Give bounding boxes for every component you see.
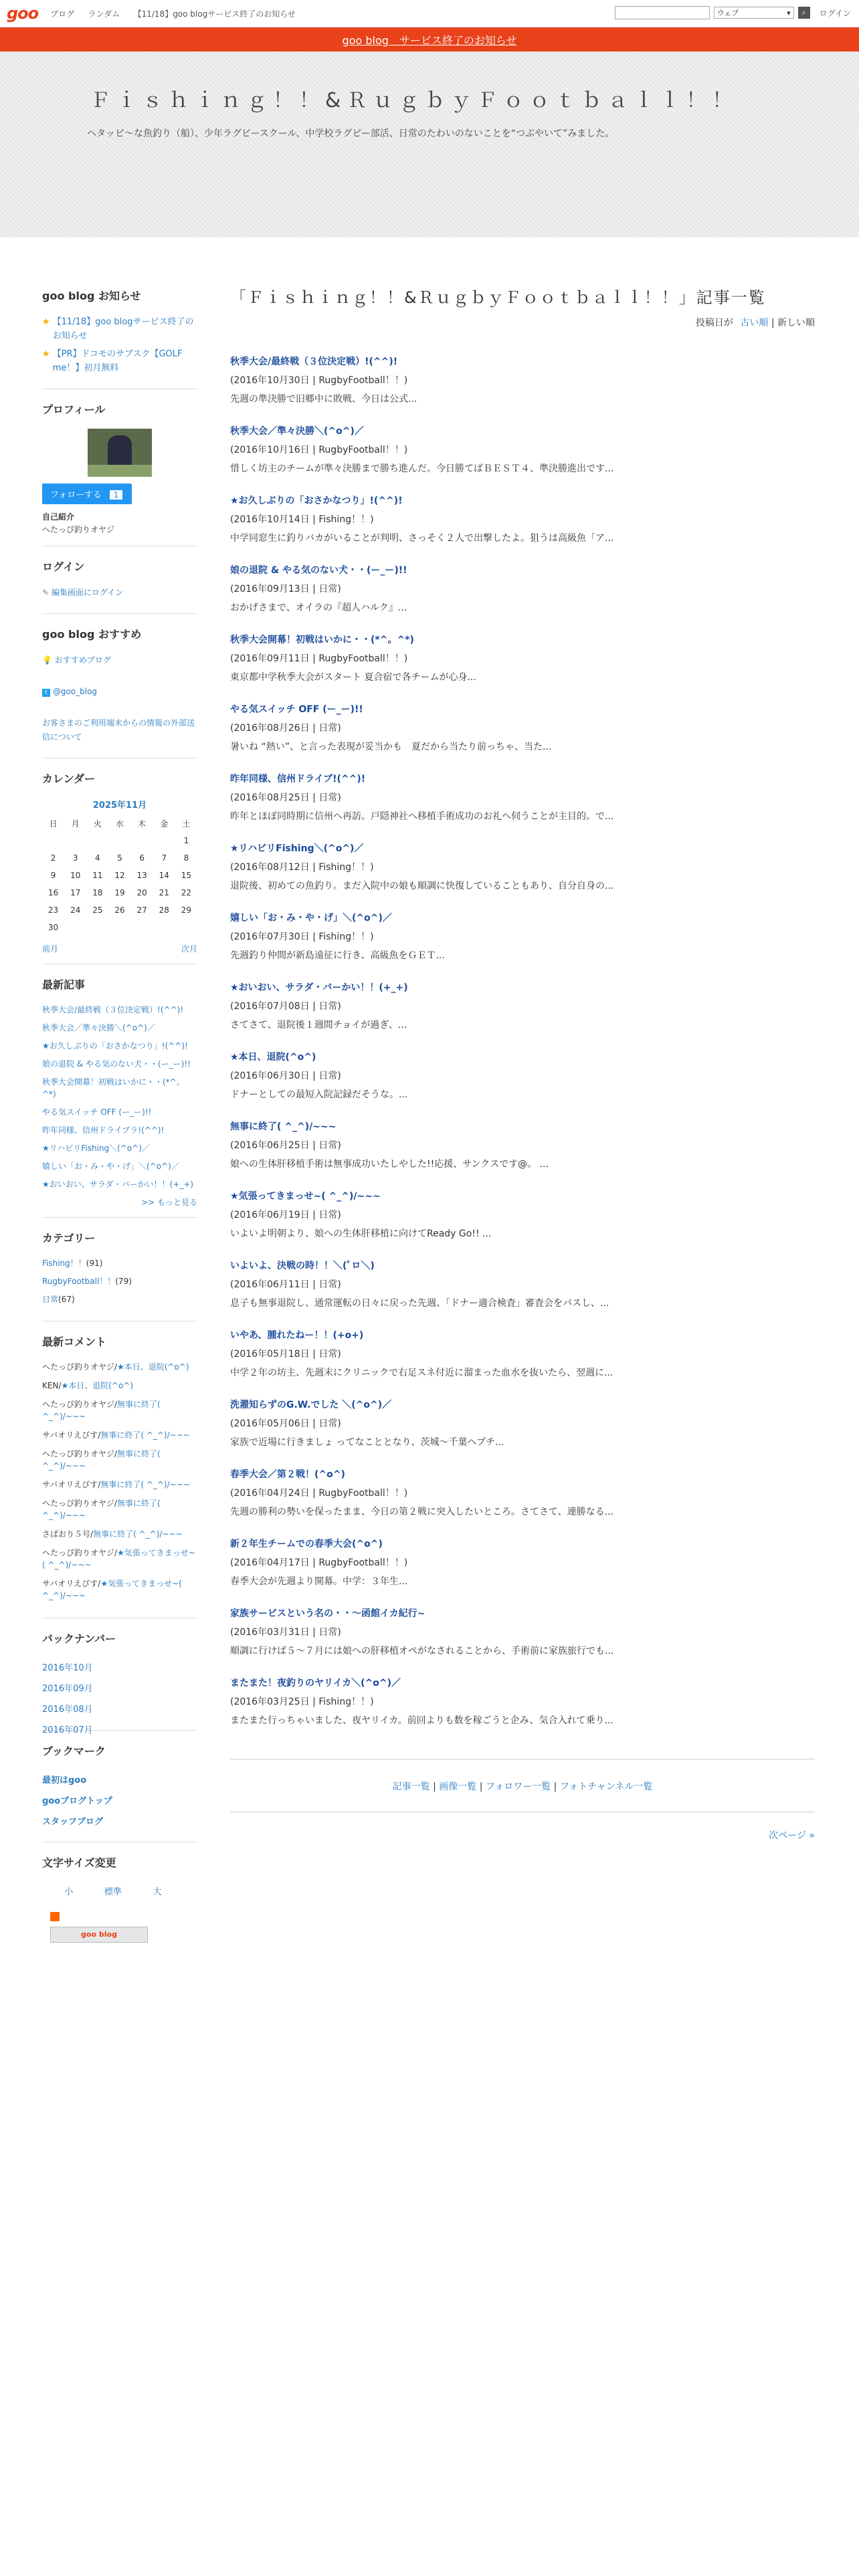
calendar-day: 19: [114, 888, 125, 897]
sidebar: [42, 288, 197, 1943]
twitter-link[interactable]: [42, 685, 197, 699]
global-nav: [50, 8, 306, 19]
page-title: 「Ｆｉｓｈｉｎｇ！！&ＲｕｇｂｙＦｏｏｔｂａｌｌ！！」記事一覧: [230, 288, 766, 307]
login-heading: ログイン: [42, 560, 85, 573]
entry-title-link[interactable]: ★リハビリFishing＼(^o^)／: [230, 843, 364, 854]
category-name[interactable]: Fishing！！: [42, 1259, 86, 1268]
list-footer-nav: [230, 1759, 815, 1812]
weekday: 水: [115, 819, 124, 829]
login-section: [42, 558, 197, 614]
calendar-week: [42, 832, 197, 849]
entry-item: [230, 1328, 815, 1379]
recent-entry-link[interactable]: 嬉しい「お・み・や・げ」＼(^o^)／: [42, 1162, 179, 1171]
weekday: 金: [160, 819, 169, 829]
comment-separator: /: [114, 1449, 117, 1459]
comment-entry-link[interactable]: 無事に終了( ^_^)/~~~: [93, 1529, 183, 1539]
pencil-icon: ✎: [42, 588, 52, 597]
entry-item: [230, 424, 815, 475]
rss-icon[interactable]: [50, 1912, 60, 1921]
comment-item: [42, 1479, 197, 1491]
calendar-day: 30: [47, 923, 59, 932]
entry-meta: (2016年10月14日 | Fishing！！): [230, 514, 374, 525]
backnumber-item[interactable]: 2016年08月: [42, 1705, 93, 1715]
news-item-label[interactable]: 【11/18】goo blogサービス終了のお知らせ: [52, 317, 194, 341]
calendar-day: [175, 919, 197, 936]
calendar-day: 22: [181, 888, 192, 897]
goo-badge-label: goo blog: [81, 1930, 117, 1939]
comment-entry-link[interactable]: 無事に終了( ^_^)/~~~: [100, 1430, 190, 1440]
intro-text: へたっぴ釣りオヤジ: [42, 525, 114, 534]
comment-item: [42, 1528, 197, 1540]
entry-title-link[interactable]: 無事に終了( ^_^)/~~~: [230, 1121, 337, 1132]
comment-entry-link[interactable]: 無事に終了( ^_^)/~~~: [42, 1400, 161, 1421]
calendar-day: 20: [136, 888, 147, 897]
recommend-blog-link[interactable]: [42, 653, 197, 667]
entry-title-link[interactable]: 娘の退院 & やる気のない犬・・(ー_ー)!!: [230, 565, 407, 576]
news-item[interactable]: [42, 347, 197, 375]
comment-separator: /: [114, 1499, 117, 1508]
follow-button[interactable]: [42, 484, 132, 504]
comment-separator: /: [98, 1579, 101, 1588]
fontsize-large-link[interactable]: 大: [153, 1887, 162, 1897]
bookmark-section: [42, 1743, 197, 1842]
calendar-section: [42, 770, 197, 964]
edit-login-label[interactable]: 編集画面にログイン: [51, 588, 124, 597]
blog-header: [0, 51, 859, 237]
recent-list: [42, 1004, 197, 1190]
star-icon: ★: [42, 317, 50, 327]
comment-item: [42, 1398, 197, 1422]
comment-entry-link[interactable]: 無事に終了( ^_^)/~~~: [100, 1480, 190, 1489]
weekday: 土: [182, 819, 191, 829]
calendar-day: [108, 919, 130, 936]
comment-author: KEN: [42, 1381, 59, 1390]
comment-entry-link[interactable]: 無事に終了( ^_^)/~~~: [42, 1449, 161, 1471]
entry-excerpt: 先週釣り仲間が新島遠征に行き、高級魚をＧＥＴ...: [230, 950, 445, 961]
footer-separator: |: [430, 1782, 440, 1792]
calendar-day: 2: [50, 853, 56, 863]
recent-entry-link[interactable]: 昨年同様、信州ドライブラ!(^^)!: [42, 1125, 165, 1135]
calendar-week: [42, 919, 197, 936]
comment-item: [42, 1578, 197, 1602]
calendar-day: 17: [70, 888, 81, 897]
entry-excerpt: さてさて、退院後１週間チョイが過ぎ、...: [230, 1020, 407, 1031]
calendar-day: [86, 832, 108, 849]
comment-author: へたっぴ釣りオヤジ: [42, 1400, 114, 1409]
entry-meta: (2016年08月12日 | Fishing！！): [230, 862, 374, 873]
recent-entry-link[interactable]: 秋季大会開幕！初戦はいかに・・(*^。^*): [42, 1077, 185, 1099]
calendar-week: [42, 901, 197, 919]
recent-entries-section: [42, 976, 197, 1218]
entry-excerpt: 家族で近場に行きましょ ってなこととなり、茨城～千葉ヘプチ...: [230, 1437, 504, 1448]
calendar-day: 24: [70, 905, 81, 915]
entry-item: [230, 1676, 815, 1727]
comment-item: [42, 1547, 197, 1571]
news-item-label[interactable]: 【PR】ドコモのサブスク【GOLF me！】初月無料: [52, 349, 183, 373]
comment-entry-link[interactable]: ★本日、退院(^o^): [116, 1362, 189, 1372]
profile-section: [42, 401, 197, 546]
comment-author: サバオリえびす: [42, 1430, 98, 1440]
news-section: [42, 288, 197, 389]
calendar-day: [131, 832, 153, 849]
calendar-day: [153, 919, 175, 936]
entry-item: [230, 354, 815, 405]
comment-entry-link[interactable]: ★気張ってきまっせ~( ^_^)/~~~: [42, 1548, 195, 1570]
entry-excerpt: 中学２年の坊主、先週末にクリニックで右足スネ付近に溜まった血水を抜いたら、翌週に...: [230, 1368, 613, 1378]
calendar-day: 26: [114, 905, 125, 915]
recent-entry-link[interactable]: ★お久しぶりの「おさかなつり」!(^^)!: [42, 1041, 188, 1051]
entry-excerpt: 娘への生体肝移植手術は無事成功いたしやした!!応援、サンクスです@。 ...: [230, 1159, 549, 1170]
calendar-day: 18: [92, 888, 103, 897]
calendar-day: 25: [92, 905, 103, 915]
calendar-day: 14: [159, 871, 169, 880]
footer-link-photochannels[interactable]: フォトチャンネル一覧: [559, 1782, 653, 1792]
calendar-day: 15: [181, 871, 192, 880]
entry-excerpt: またまた行っちゃいました、夜ヤリイカ。前回よりも数を稼ごうと企み、気合入れて乗り...: [230, 1715, 613, 1726]
calendar-day: 29: [181, 905, 192, 915]
service-end-link[interactable]: goo blog サービス終了のお知らせ: [342, 33, 517, 47]
comment-entry-link[interactable]: ★気張ってきまっせ~( ^_^)/~~~: [42, 1579, 182, 1600]
entry-title-link[interactable]: ★本日、退院(^o^): [230, 1052, 316, 1063]
entry-item: [230, 494, 815, 544]
comment-author: サバオリえびす: [42, 1480, 98, 1489]
bookmark-item[interactable]: 最初はgoo: [42, 1776, 87, 1786]
recent-entry-link[interactable]: ★リハビリFishing＼(^o^)／: [42, 1144, 150, 1153]
entry-meta: (2016年05月06日 | 日常): [230, 1418, 341, 1429]
entry-title-link[interactable]: やる気スイッチ OFF (ー_ー)!!: [230, 704, 363, 715]
weekday: 月: [71, 819, 80, 829]
fontsize-section: [42, 1854, 197, 1943]
calendar-day: 1: [183, 836, 189, 845]
calendar-day: [42, 832, 64, 849]
entry-excerpt: いよいよ明朝より、娘への生体肝移植に向けてReady Go!! ...: [230, 1228, 492, 1239]
fontsize-normal-link[interactable]: 標準: [104, 1887, 122, 1897]
intro-label: 自己紹介: [42, 512, 75, 522]
category-count: (79): [115, 1277, 132, 1286]
comment-item: [42, 1497, 197, 1521]
comment-separator: /: [98, 1480, 101, 1489]
entry-meta: (2016年07月08日 | 日常): [230, 1001, 341, 1012]
weekday: 木: [138, 819, 147, 829]
entry-excerpt: 先週の準決勝で旧郷中に敗戦、今日は公式...: [230, 394, 417, 405]
calendar-day: [131, 919, 153, 936]
category-item[interactable]: [42, 1293, 197, 1305]
entry-title-link[interactable]: いよいよ、決戦の時！！＼(ﾟロ＼): [230, 1261, 375, 1271]
sort-bar: [230, 316, 815, 329]
entry-meta: (2016年06月19日 | 日常): [230, 1210, 341, 1220]
edit-login-link[interactable]: [42, 586, 197, 600]
calendar-week: [42, 884, 197, 901]
calendar-day: 16: [47, 888, 59, 897]
comment-author: へたっぴ釣りオヤジ: [42, 1548, 114, 1558]
entry-meta: (2016年03月25日 | Fishing！！): [230, 1697, 374, 1707]
recommend-heading: goo blog おすすめ: [42, 628, 142, 641]
entry-excerpt: 惜しく坊主のチームが準々決勝まで勝ち進んだ。今日勝てばＢＥＳＴ４、準決勝進出です...: [230, 463, 614, 474]
twitter-label[interactable]: @goo_blog: [52, 687, 98, 696]
bookmark-item[interactable]: gooブログトップ: [42, 1796, 112, 1806]
entry-title-link[interactable]: 家族サービスという名の・・～函館イカ紀行~: [230, 1608, 425, 1619]
entry-item: [230, 633, 815, 683]
calendar-week: [42, 849, 197, 867]
entry-meta: (2016年10月30日 | RugbyFootball！！): [230, 375, 408, 386]
calendar-month: 2025年11月: [92, 800, 147, 811]
calendar-day: 7: [161, 853, 167, 863]
entry-item: [230, 1537, 815, 1588]
recent-entry-link[interactable]: 娘の退院 & やる気のない犬・・(ー_ー)!!: [42, 1059, 191, 1069]
entry-meta: (2016年07月30日 | Fishing！！): [230, 932, 374, 942]
goo-logo[interactable]: goo: [7, 4, 39, 23]
search-input[interactable]: [615, 6, 710, 19]
entry-item: [230, 1398, 815, 1448]
follow-label: フォローする: [50, 490, 102, 500]
star-icon: ★: [42, 349, 50, 359]
calendar-heading: カレンダー: [42, 772, 95, 785]
comment-entry-link[interactable]: 無事に終了( ^_^)/~~~: [42, 1499, 161, 1520]
recent-heading: 最新記事: [42, 978, 86, 991]
comment-separator: /: [114, 1548, 117, 1558]
category-heading: カテゴリー: [42, 1232, 96, 1245]
calendar-day: 28: [159, 905, 169, 915]
calendar-day: [86, 919, 108, 936]
comment-list: [42, 1361, 197, 1602]
entry-item: [230, 911, 815, 962]
bookmark-heading: ブックマーク: [42, 1745, 106, 1757]
calendar-day: 8: [183, 853, 189, 863]
twitter-icon: t: [42, 689, 50, 697]
entry-excerpt: ドナーとしての最短入院記録だそうな。...: [230, 1089, 408, 1100]
entry-excerpt: 暑いね “熱い”、と言った表現が妥当かも 夏だから当たり前っちゃ、当た...: [230, 742, 552, 752]
nav-notice-link[interactable]: 【11/18】goo blogサービス終了のお知らせ: [133, 9, 296, 19]
entry-item: [230, 841, 815, 892]
goo-blog-badge[interactable]: [50, 1927, 148, 1943]
comments-heading: 最新コメント: [42, 1335, 107, 1348]
calendar-day: [153, 832, 175, 849]
recent-more-link[interactable]: >> もっと見る: [141, 1198, 197, 1207]
calendar-weekdays: [42, 815, 197, 832]
comment-item: [42, 1380, 197, 1392]
global-header: [0, 0, 859, 27]
next-page-link[interactable]: 次ページ »: [769, 1830, 815, 1841]
calendar-day: [108, 832, 130, 849]
login-link[interactable]: ログイン: [819, 8, 851, 18]
fontsize-small-link[interactable]: 小: [64, 1887, 74, 1897]
comment-separator: /: [98, 1430, 101, 1440]
lightbulb-icon: 💡: [42, 655, 55, 665]
external-transmission-link[interactable]: お客さまのご利用端末からの情報の外部送信について: [42, 718, 195, 742]
entry-title-link[interactable]: ★お久しぶりの「おさかなつり」!(^^)!: [230, 496, 403, 506]
profile-avatar[interactable]: [88, 429, 152, 477]
entry-meta: (2016年05月18日 | 日常): [230, 1349, 341, 1360]
calendar-day: 13: [136, 871, 147, 880]
category-count: (67): [58, 1295, 75, 1304]
weekday: 日: [49, 819, 58, 829]
entry-title-link[interactable]: 昨年同様、信州ドライブ!(^^)!: [230, 774, 366, 784]
blog-title[interactable]: Ｆｉｓｈｉｎｇ！！&ＲｕｇｂｙＦｏｏｔｂａｌｌ！！: [90, 89, 739, 112]
comment-entry-link[interactable]: ★本日、退院(^o^): [61, 1381, 134, 1390]
calendar-day: 21: [159, 888, 169, 897]
entry-meta: (2016年04月17日 | RugbyFootball！！): [230, 1558, 408, 1568]
entry-meta: (2016年06月11日 | 日常): [230, 1279, 341, 1290]
calendar-day: 3: [72, 853, 78, 863]
nav-blog-link[interactable]: ブログ: [50, 9, 75, 19]
calendar-day: 6: [139, 853, 145, 863]
entry-title-link[interactable]: 秋季大会/最終戦（３位決定戦）!(^^)!: [230, 356, 398, 367]
recent-entry-link[interactable]: 秋季大会／準々決勝＼(^o^)／: [42, 1023, 155, 1033]
entry-title-link[interactable]: ★おいおい、サラダ・バーかい！！(+_+): [230, 982, 408, 993]
entry-meta: (2016年09月13日 | 日常): [230, 584, 341, 595]
bookmark-item[interactable]: スタッフブログ: [42, 1817, 104, 1827]
comment-author: へたっぴ釣りオヤジ: [42, 1449, 114, 1459]
entry-list: [230, 354, 815, 1727]
entry-title-link[interactable]: 秋季大会開幕！初戦はいかに・・(*^。^*): [230, 635, 414, 645]
footer-separator: |: [551, 1782, 560, 1792]
entry-excerpt: 順調に行けば５～７月には娘への肝移植オペがなされることから、手術前に家族旅行でも...: [230, 1646, 614, 1656]
recent-entry-link[interactable]: ★おいおい、サラダ・バーかい！！(+_+): [42, 1180, 194, 1189]
comment-author: へたっぴ釣りオヤジ: [42, 1499, 114, 1508]
entry-title-link[interactable]: 洗濯知らずのG.W.でした ＼(^o^)／: [230, 1400, 392, 1410]
comment-separator: /: [90, 1529, 94, 1539]
calendar-day: 12: [114, 871, 125, 880]
entry-meta: (2016年09月11日 | RugbyFootball！！): [230, 653, 408, 664]
calendar-nav: [42, 943, 197, 954]
entry-title-link[interactable]: またまた！夜釣りのヤリイカ＼(^o^)／: [230, 1678, 401, 1689]
entry-title-link[interactable]: 春季大会／第２戦！(^o^): [230, 1469, 345, 1480]
entry-title-link[interactable]: いやあ、腫れたねー！！(+o+): [230, 1330, 364, 1341]
entry-meta: (2016年03月31日 | 日常): [230, 1627, 341, 1638]
entry-meta: (2016年04月24日 | RugbyFootball！！): [230, 1488, 408, 1499]
calendar-week: [42, 867, 197, 884]
comment-author: サバオリえびす: [42, 1579, 98, 1588]
comment-item: [42, 1429, 197, 1441]
entry-excerpt: 東京都中学秋季大会がスタート 夏合宿で各チームが心身...: [230, 672, 476, 683]
calendar-table: [42, 815, 197, 936]
nav-random-link[interactable]: ランダム: [88, 9, 120, 19]
comment-separator: /: [114, 1362, 117, 1372]
entry-excerpt: おかげさまで、オイラの『超人ハルク』...: [230, 603, 407, 613]
comment-separator: /: [114, 1400, 117, 1409]
comment-author: へたっぴ釣りオヤジ: [42, 1362, 114, 1372]
category-name[interactable]: RugbyFootball！！: [42, 1277, 116, 1286]
calendar-day: [64, 832, 86, 849]
profile-heading: プロフィール: [42, 403, 106, 416]
entry-item: [230, 1119, 815, 1170]
entry-meta: (2016年10月16日 | RugbyFootball！！): [230, 445, 408, 455]
entry-meta: (2016年08月26日 | 日常): [230, 723, 341, 734]
follow-count: 1: [110, 490, 123, 500]
backnumber-item[interactable]: 2016年09月: [42, 1684, 93, 1694]
news-item[interactable]: [42, 315, 197, 343]
category-count: (91): [86, 1259, 103, 1268]
entry-item: [230, 1189, 815, 1240]
category-name[interactable]: 日常: [42, 1295, 59, 1304]
entry-item: [230, 1467, 815, 1518]
fontsize-options: [42, 1882, 197, 1897]
entry-item: [230, 702, 815, 753]
entry-item: [230, 563, 815, 614]
footer-link-followers[interactable]: フォロワー一覧: [485, 1782, 551, 1792]
footer-link-images[interactable]: 画像一覧: [439, 1782, 477, 1792]
entry-excerpt: 春季大会が先週より開幕。中学：３年生...: [230, 1576, 408, 1587]
category-item[interactable]: [42, 1275, 197, 1287]
calendar-next-link[interactable]: 次月: [181, 944, 197, 954]
entry-title-link[interactable]: ★気張ってきまっせ~( ^_^)/~~~: [230, 1191, 381, 1202]
entry-item: [230, 772, 815, 823]
news-heading: goo blog お知らせ: [42, 290, 141, 302]
recommend-section: [42, 626, 197, 758]
recent-entry-link[interactable]: 秋季大会/最終戦（３位決定戦）!(^^)!: [42, 1005, 184, 1014]
entry-title-link[interactable]: 秋季大会／準々決勝＼(^o^)／: [230, 426, 364, 437]
sort-separator: |: [771, 318, 777, 328]
entry-title-link[interactable]: 嬉しい「お・み・や・げ」＼(^o^)／: [230, 913, 392, 924]
entry-excerpt: 中学同窓生に釣りバカがいることが判明、さっそく２人で出撃したよ。狙うは高級魚「ア...: [230, 533, 614, 544]
comment-item: [42, 1361, 197, 1373]
calendar-day: 10: [70, 871, 81, 880]
calendar-day: 27: [136, 905, 147, 915]
entry-item: [230, 980, 815, 1031]
entry-meta: (2016年06月30日 | 日常): [230, 1071, 341, 1081]
calendar-day: 11: [92, 871, 103, 880]
comments-section: [42, 1333, 197, 1618]
backnumber-item[interactable]: 2016年10月: [42, 1663, 93, 1673]
comment-item: [42, 1448, 197, 1472]
main-content: [230, 284, 815, 1842]
search-scope-select[interactable]: ウェブ ▾: [714, 7, 794, 19]
recommend-blog-label[interactable]: おすすめブログ: [54, 655, 111, 665]
search-area: [615, 6, 851, 19]
footer-separator: |: [476, 1782, 486, 1792]
category-item[interactable]: [42, 1257, 197, 1269]
service-end-banner: [0, 27, 859, 51]
calendar-day: [64, 919, 86, 936]
sort-old-link[interactable]: 古い順: [740, 318, 769, 328]
entry-title-link[interactable]: 新２年生チームでの春季大会(^o^): [230, 1539, 383, 1549]
calendar-day: 23: [47, 905, 59, 915]
sort-label: 投稿日が: [695, 318, 733, 328]
backnumber-list: [42, 1658, 197, 1735]
search-icon[interactable]: ⌕: [798, 7, 810, 19]
comment-separator: /: [58, 1381, 62, 1390]
entry-excerpt: 息子も無事退院し、通常運転の日々に戻った先週、「ドナー適合検査」審査会をパスし、...: [230, 1298, 609, 1309]
weekday: 火: [93, 819, 102, 829]
entry-item: [230, 1050, 815, 1101]
backnumber-item[interactable]: 2016年07月: [42, 1725, 93, 1735]
entry-meta: (2016年06月25日 | 日常): [230, 1140, 341, 1151]
entry-excerpt: 退院後、初めての魚釣り。まだ入院中の娘も順調に快復していることもあり、自分自身の...: [230, 881, 614, 891]
calendar-day: 5: [117, 853, 122, 863]
sort-new-label: 新しい順: [777, 318, 815, 328]
blog-description: ヘタッピ～な魚釣り（船）、少年ラグビースクール、中学校ラグビー部活、日常のたわいのないことを“つぶやいて”みました。: [87, 128, 615, 139]
entry-item: [230, 1259, 815, 1309]
calendar-day: 9: [50, 871, 56, 880]
calendar-prev-link[interactable]: 前月: [42, 944, 59, 954]
entry-excerpt: 昨年とほぼ同時期に信州へ再訪。戸隠神社へ移植手術成功のお礼へ伺うことが主目的。で...: [230, 811, 614, 822]
entry-item: [230, 1606, 815, 1657]
category-section: [42, 1230, 197, 1321]
calendar-day: 4: [95, 853, 100, 863]
fontsize-heading: 文字サイズ変更: [42, 1856, 116, 1869]
footer-link-articles[interactable]: 記事一覧: [392, 1782, 430, 1792]
backnumber-section: [42, 1630, 197, 1735]
recent-entry-link[interactable]: やる気スイッチ OFF (ー_ー)!!: [42, 1107, 152, 1117]
entry-meta: (2016年08月25日 | 日常): [230, 792, 341, 803]
entry-excerpt: 先週の勝利の勢いを保ったまま、今日の第２戦に突入したいところ。さてさて、連勝なる...: [230, 1507, 614, 1517]
comment-author: さばおり５号: [42, 1529, 91, 1539]
backnumber-heading: バックナンバー: [42, 1632, 116, 1645]
